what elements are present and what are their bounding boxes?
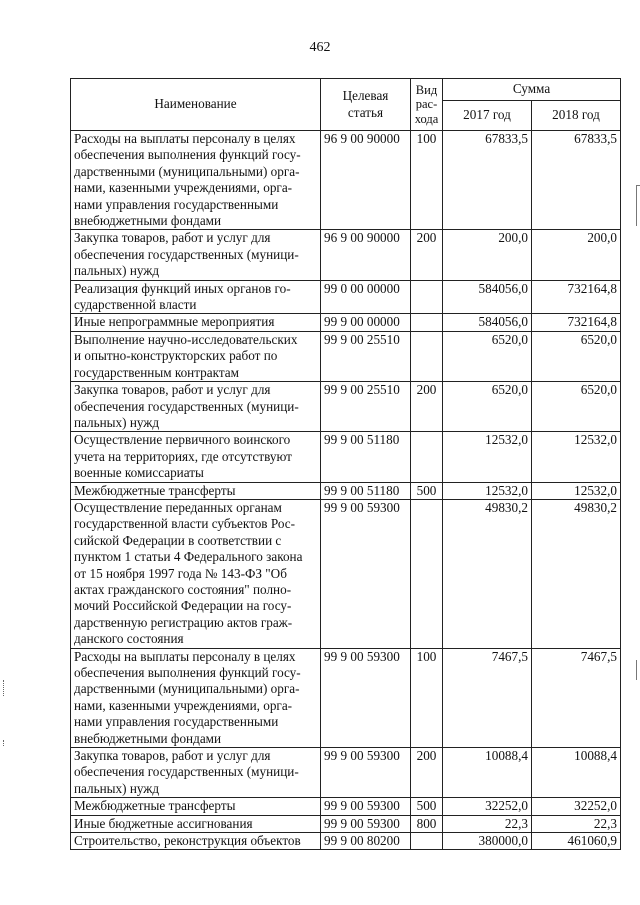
row-name-line: Закупка товаров, работ и услуг для — [74, 748, 271, 764]
row-vid — [411, 280, 443, 314]
table-row — [71, 815, 621, 832]
row-name-line: Межбюджетные трансферты — [74, 482, 236, 498]
row-vid: 100 — [411, 131, 443, 230]
scan-edge-mark — [3, 680, 5, 696]
row-vid: 500 — [411, 798, 443, 815]
row-2018: 49830,2 — [532, 499, 621, 648]
header-vid-line-1: Вид — [415, 82, 438, 97]
table-row — [71, 131, 621, 230]
table-row — [71, 798, 621, 815]
row-code: 99 9 00 00000 — [321, 314, 411, 331]
row-name-line: Осуществление первичного воинского — [74, 432, 291, 448]
row-name — [71, 230, 321, 280]
row-name — [71, 382, 321, 432]
row-name-line: нами управления государственными — [74, 196, 279, 212]
table-row — [71, 432, 621, 482]
row-2018: 10088,4 — [532, 748, 621, 798]
row-vid — [411, 499, 443, 648]
scan-edge-mark — [636, 185, 640, 226]
row-2018: 732164,8 — [532, 314, 621, 331]
row-2017: 49830,2 — [443, 499, 532, 648]
scan-edge-mark — [636, 660, 640, 680]
row-2017: 6520,0 — [443, 331, 532, 381]
row-2017: 200,0 — [443, 230, 532, 280]
row-2018: 67833,5 — [532, 131, 621, 230]
row-name-line: обеспечения государственных (муници- — [74, 398, 299, 414]
row-name-line: государственной власти субъектов Рос- — [74, 516, 296, 532]
row-name-line: пальных) нужд — [74, 263, 160, 279]
row-name — [71, 280, 321, 314]
table-row — [71, 331, 621, 381]
row-name-line: Иные непрограммные мероприятия — [74, 314, 275, 330]
row-name — [71, 314, 321, 331]
header-vid-line-2: рас- — [415, 97, 438, 112]
row-name-line: актах гражданского состояния" полно- — [74, 581, 292, 597]
row-name-line: Осуществление переданных органам — [74, 499, 282, 515]
row-name-line: военные комиссариаты — [74, 465, 204, 481]
row-name-line: Закупка товаров, работ и услуг для — [74, 382, 271, 398]
row-name-line: учета на территориях, где отсутствуют — [74, 448, 292, 464]
row-2017: 10088,4 — [443, 748, 532, 798]
budget-table — [70, 78, 621, 850]
row-name-line: внебюджетными фондами — [74, 213, 222, 229]
row-code: 99 9 00 59300 — [321, 499, 411, 648]
row-name-line: Закупка товаров, работ и услуг для — [74, 230, 271, 246]
row-vid — [411, 833, 443, 850]
row-code: 99 9 00 51180 — [321, 482, 411, 499]
row-code: 99 9 00 80200 — [321, 833, 411, 850]
header-code: Целевая статья — [321, 79, 411, 131]
row-name — [71, 482, 321, 499]
row-vid: 200 — [411, 230, 443, 280]
row-code: 99 9 00 59300 — [321, 798, 411, 815]
row-name-line: пальных) нужд — [74, 780, 160, 796]
row-name-line: сийской Федерации в соответствии с — [74, 532, 282, 548]
row-vid — [411, 331, 443, 381]
row-name-line: обеспечения выполнения функций госу- — [74, 665, 301, 680]
row-2017: 12532,0 — [443, 482, 532, 499]
row-name-line: Строительство, реконструкция объектов — [74, 833, 301, 849]
row-name-line: нами, казенными учреждениями, орга- — [74, 697, 293, 713]
row-name — [71, 331, 321, 381]
table-row — [71, 280, 621, 314]
row-code: 96 9 00 90000 — [321, 230, 411, 280]
row-code: 99 9 00 59300 — [321, 815, 411, 832]
row-name-line: Расходы на выплаты персоналу в целях — [74, 648, 296, 664]
row-code: 99 9 00 51180 — [321, 432, 411, 482]
row-name-line: государственным контрактам — [74, 364, 239, 380]
page-number: 462 — [309, 40, 331, 55]
row-code: 99 9 00 59300 — [321, 748, 411, 798]
row-2017: 584056,0 — [443, 280, 532, 314]
row-name-line: дарственными (муниципальными) орга- — [74, 681, 300, 697]
row-2018: 200,0 — [532, 230, 621, 280]
row-code: 99 9 00 25510 — [321, 331, 411, 381]
row-name-line: пунктом 1 статьи 4 Федерального закона — [74, 549, 303, 565]
header-vid — [411, 79, 443, 131]
row-2018: 12532,0 — [532, 482, 621, 499]
row-name — [71, 499, 321, 648]
row-vid — [411, 314, 443, 331]
row-2018: 6520,0 — [532, 331, 621, 381]
row-2018: 461060,9 — [532, 833, 621, 850]
scan-edge-mark — [3, 740, 5, 746]
row-name-line: Реализация функций иных органов го- — [74, 280, 291, 296]
row-name-line: сударственной власти — [74, 297, 197, 313]
row-2018: 732164,8 — [532, 280, 621, 314]
row-2017: 584056,0 — [443, 314, 532, 331]
row-2017: 67833,5 — [443, 131, 532, 230]
row-name-line: от 15 ноября 1997 года № 143-ФЗ "Об — [74, 565, 287, 581]
row-name-line: данского состояния — [74, 631, 184, 647]
row-2017: 7467,5 — [443, 648, 532, 747]
row-name-line: обеспечения выполнения функций госу- — [74, 147, 301, 163]
table-row — [71, 482, 621, 499]
row-name-line: мочий Российской Федерации на госу- — [74, 598, 292, 614]
row-name — [71, 131, 321, 230]
row-code: 99 9 00 59300 — [321, 648, 411, 747]
row-vid: 500 — [411, 482, 443, 499]
row-name — [71, 748, 321, 798]
row-code: 99 0 00 00000 — [321, 280, 411, 314]
header-year-2018: 2018 год — [532, 101, 621, 131]
row-2017: 12532,0 — [443, 432, 532, 482]
row-name-line: дарственными (муниципальными) орга- — [74, 163, 300, 179]
row-name-line: пальных) нужд — [74, 414, 160, 430]
row-name-line: и опытно-конструкторских работ по — [74, 348, 278, 364]
row-2018: 32252,0 — [532, 798, 621, 815]
table-row — [71, 833, 621, 850]
table-body — [71, 131, 621, 850]
table-row — [71, 314, 621, 331]
row-name-line: обеспечения государственных (муници- — [74, 764, 299, 780]
row-name-line: внебюджетными фондами — [74, 730, 222, 746]
header-vid-line-3: хода — [414, 111, 439, 126]
row-code: 99 9 00 25510 — [321, 382, 411, 432]
row-name-line: нами управления государственными — [74, 714, 279, 730]
row-name — [71, 798, 321, 815]
header-name: Наименование — [71, 79, 321, 131]
row-2018: 7467,5 — [532, 648, 621, 747]
row-vid: 200 — [411, 748, 443, 798]
row-2018: 22,3 — [532, 815, 621, 832]
row-name-line: Межбюджетные трансферты — [74, 798, 236, 814]
table-row — [71, 499, 621, 648]
row-2017: 380000,0 — [443, 833, 532, 850]
row-name — [71, 432, 321, 482]
row-code: 96 9 00 90000 — [321, 131, 411, 230]
header-year-2017: 2017 год — [443, 101, 532, 131]
table-row — [71, 748, 621, 798]
row-vid: 100 — [411, 648, 443, 747]
row-name-line: Выполнение научно-исследовательских — [74, 331, 298, 347]
row-name — [71, 815, 321, 832]
row-vid — [411, 432, 443, 482]
row-name-line: Иные бюджетные ассигнования — [74, 815, 253, 831]
header-sum: Сумма — [443, 79, 621, 101]
row-2017: 6520,0 — [443, 382, 532, 432]
row-2018: 12532,0 — [532, 432, 621, 482]
row-name-line: нами, казенными учреждениями, орга- — [74, 180, 293, 196]
row-2017: 32252,0 — [443, 798, 532, 815]
row-name — [71, 833, 321, 850]
row-2017: 22,3 — [443, 815, 532, 832]
table-row — [71, 230, 621, 280]
row-vid: 200 — [411, 382, 443, 432]
table-row — [71, 648, 621, 747]
row-name — [71, 648, 321, 747]
row-name-line: дарственную регистрацию актов граж- — [74, 614, 293, 630]
row-2018: 6520,0 — [532, 382, 621, 432]
row-name-line: обеспечения государственных (муници- — [74, 246, 299, 262]
row-name-line: Расходы на выплаты персоналу в целях — [74, 131, 296, 146]
row-vid: 800 — [411, 815, 443, 832]
table-row — [71, 382, 621, 432]
